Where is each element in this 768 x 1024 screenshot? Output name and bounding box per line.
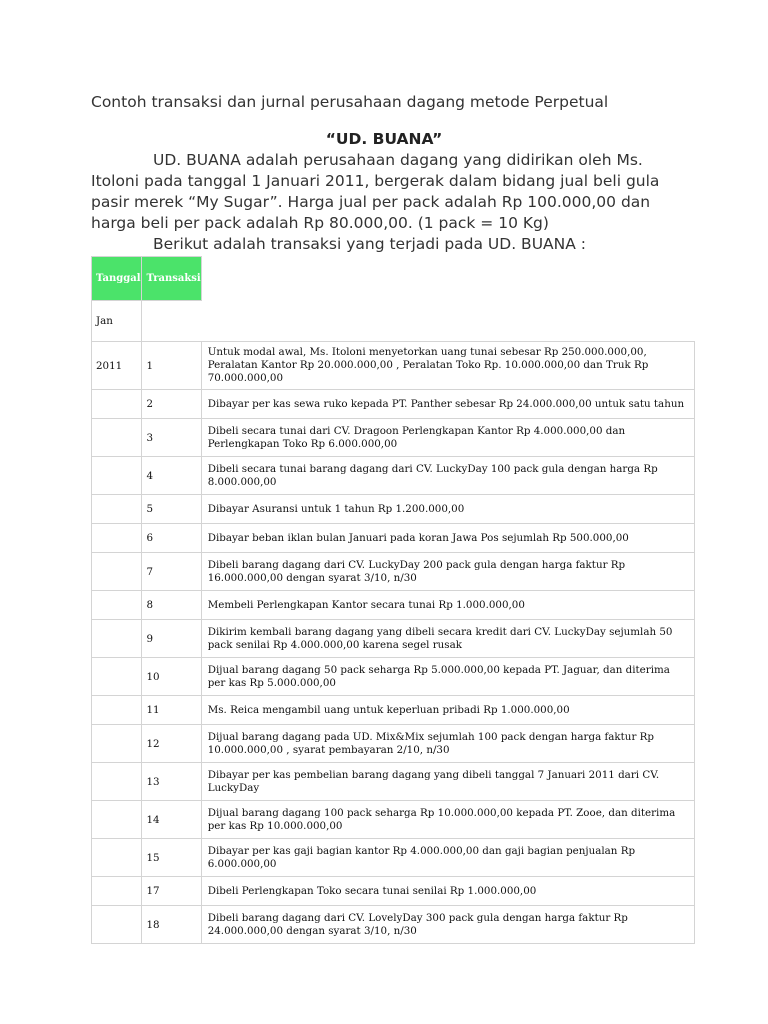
transaction-description: Dibayar Asuransi untuk 1 tahun Rp 1.200.000,00 (201, 495, 694, 524)
empty-cell (92, 906, 142, 944)
table-row (92, 342, 695, 390)
day-cell: 6 (141, 524, 201, 553)
empty-cell (92, 419, 142, 457)
table-row (92, 839, 695, 877)
transaction-description: Dibeli barang dagang dari CV. LuckyDay 200 pack gula dengan harga faktur Rp 16.000.000,00 dengan syarat 3/10, n/30 (201, 553, 694, 591)
transaction-description: Membeli Perlengkapan Kantor secara tunai Rp 1.000.000,00 (201, 591, 694, 620)
day-cell: 2 (141, 390, 201, 419)
transaction-description: Dikirim kembali barang dagang yang dibeli secara kredit dari CV. LuckyDay sejumlah 50 pack senilai Rp 4.000.000,00 karena segel rusak (201, 620, 694, 658)
transaction-description: Dibayar per kas gaji bagian kantor Rp 4.000.000,00 dan gaji bagian penjualan Rp 6.000.000,00 (201, 839, 694, 877)
table-row (92, 906, 695, 944)
empty-cell (92, 658, 142, 696)
day-cell: 17 (141, 877, 201, 906)
table-row (92, 763, 695, 801)
day-cell: 14 (141, 801, 201, 839)
intro-text (91, 150, 691, 255)
table-row (92, 801, 695, 839)
day-cell: 4 (141, 457, 201, 495)
header-tanggal: Tanggal (92, 257, 142, 301)
table-row (92, 658, 695, 696)
transaction-table (91, 256, 695, 944)
transaction-description: Dibeli secara tunai barang dagang dari CV. LuckyDay 100 pack gula dengan harga Rp 8.000.000,00 (201, 457, 694, 495)
table-row (92, 877, 695, 906)
intro-paragraph: Berikut adalah transaksi yang terjadi pada UD. BUANA : (153, 235, 586, 253)
transaction-description: Dijual barang dagang 50 pack seharga Rp 5.000.000,00 kepada PT. Jaguar, dan diterima per kas Rp 5.000.000,00 (201, 658, 694, 696)
company-title: “UD. BUANA” (325, 130, 443, 148)
day-cell: 8 (141, 591, 201, 620)
table-row (92, 390, 695, 419)
day-cell: 13 (141, 763, 201, 801)
month-cell: Jan (92, 301, 142, 342)
day-cell: 5 (141, 495, 201, 524)
transaction-description: Dijual barang dagang 100 pack seharga Rp 10.000.000,00 kepada PT. Zooe, dan diterima per kas Rp 10.000.000,00 (201, 801, 694, 839)
document-heading: Contoh transaksi dan jurnal perusahaan dagang metode Perpetual (91, 93, 609, 111)
day-cell: 1 (141, 342, 201, 390)
intro-paragraph: UD. BUANA adalah perusahaan dagang yang didirikan oleh Ms. Itoloni pada tanggal 1 Januari 2011, bergerak dalam bidang jual beli gula pasir merek “My Sugar”. Harga jual per pack adalah Rp 100.000,00 dan harga beli per pack adalah Rp 80.000,00. (1 pack = 10 Kg) (91, 151, 660, 232)
table-header-row (92, 257, 695, 301)
transaction-description: Dibeli Perlengkapan Toko secara tunai senilai Rp 1.000.000,00 (201, 877, 694, 906)
transaction-description: Dibayar beban iklan bulan Januari pada koran Jawa Pos sejumlah Rp 500.000,00 (201, 524, 694, 553)
day-cell: 10 (141, 658, 201, 696)
header-transaksi: Transaksi (141, 257, 201, 301)
day-cell: 12 (141, 725, 201, 763)
empty-cell (92, 495, 142, 524)
table-row (92, 495, 695, 524)
empty-cell (92, 839, 142, 877)
table-row (92, 553, 695, 591)
transaction-description: Ms. Reica mengambil uang untuk keperluan pribadi Rp 1.000.000,00 (201, 696, 694, 725)
transaction-description: Untuk modal awal, Ms. Itoloni menyetorkan uang tunai sebesar Rp 250.000.000,00, Peralatan Kantor Rp 20.000.000,00 , Peralatan Toko Rp. 10.000.000,00 dan Truk Rp 70.000.000,00 (201, 342, 694, 390)
day-cell: 9 (141, 620, 201, 658)
table-row (92, 620, 695, 658)
empty-cell (92, 553, 142, 591)
table-row (92, 457, 695, 495)
table-row (92, 419, 695, 457)
table-row (92, 725, 695, 763)
empty-cell (92, 801, 142, 839)
empty-cell (92, 390, 142, 419)
empty-cell (92, 620, 142, 658)
day-cell: 18 (141, 906, 201, 944)
month-row (92, 301, 695, 342)
transaction-description: Dibayar per kas pembelian barang dagang yang dibeli tanggal 7 Januari 2011 dari CV. LuckyDay (201, 763, 694, 801)
table-row (92, 591, 695, 620)
transaction-description: Dijual barang dagang pada UD. Mix&Mix sejumlah 100 pack dengan harga faktur Rp 10.000.000,00 , syarat pembayaran 2/10, n/30 (201, 725, 694, 763)
transaction-description: Dibayar per kas sewa ruko kepada PT. Panther sebesar Rp 24.000.000,00 untuk satu tahun (201, 390, 694, 419)
transaction-description: Dibeli barang dagang dari CV. LovelyDay 300 pack gula dengan harga faktur Rp 24.000.000,00 dengan syarat 3/10, n/30 (201, 906, 694, 944)
empty-cell (92, 696, 142, 725)
year-cell: 2011 (92, 342, 142, 390)
empty-cell (92, 457, 142, 495)
day-cell: 11 (141, 696, 201, 725)
empty-cell (92, 763, 142, 801)
empty-cell (92, 524, 142, 553)
day-cell: 7 (141, 553, 201, 591)
table-row (92, 524, 695, 553)
empty-cell (92, 877, 142, 906)
transaction-description: Dibeli secara tunai dari CV. Dragoon Perlengkapan Kantor Rp 4.000.000,00 dan Perlengkapan Toko Rp 6.000.000,00 (201, 419, 694, 457)
day-cell: 3 (141, 419, 201, 457)
day-cell: 15 (141, 839, 201, 877)
table-row (92, 696, 695, 725)
empty-cell (92, 591, 142, 620)
empty-cell (92, 725, 142, 763)
